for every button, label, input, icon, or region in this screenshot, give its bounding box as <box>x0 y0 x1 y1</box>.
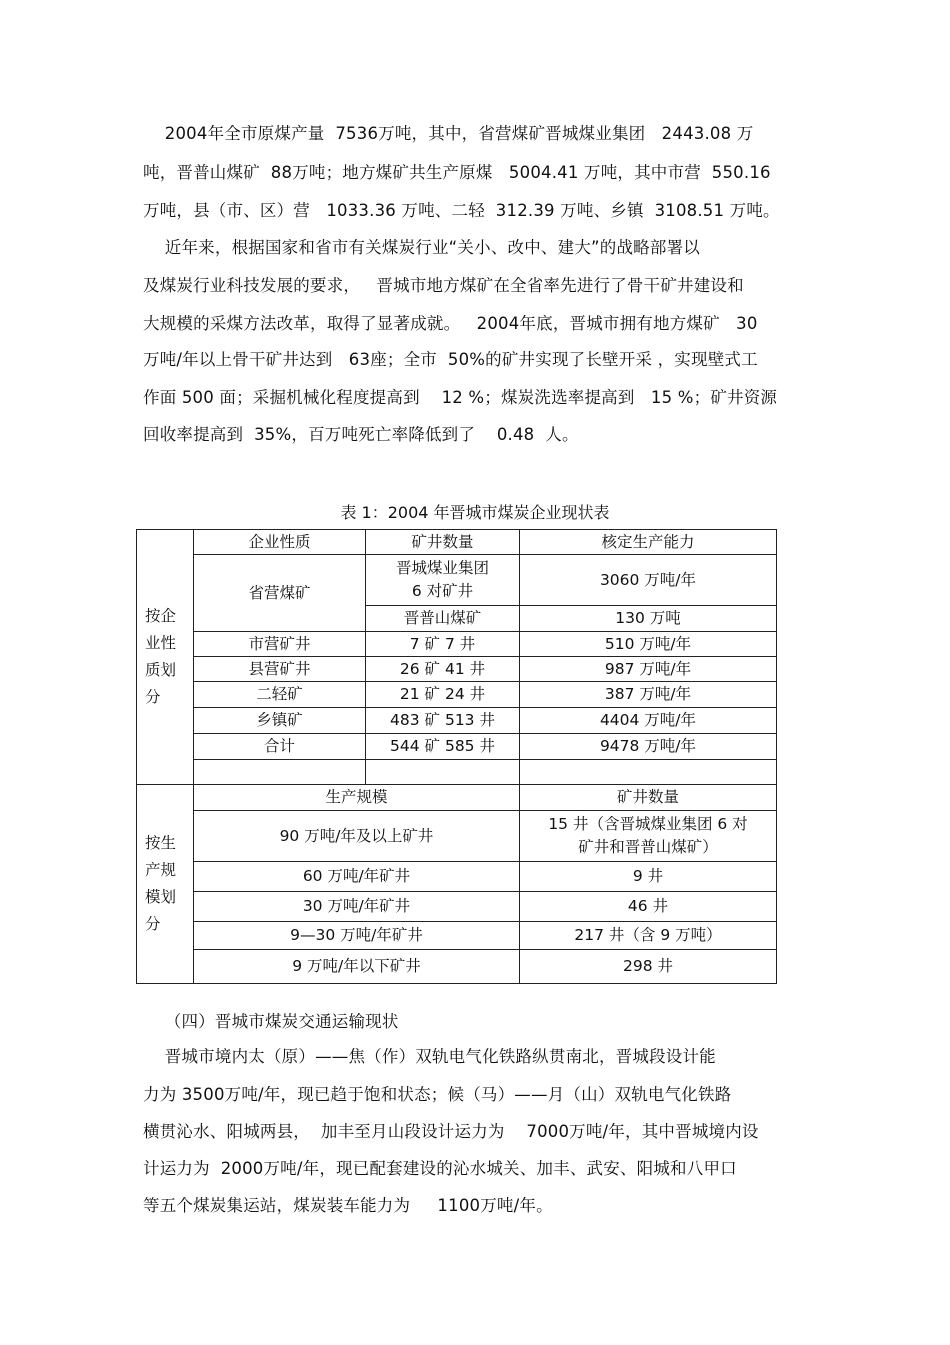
table-row <box>137 892 777 922</box>
table-cell: 9 井 <box>520 862 777 892</box>
header-cell: 矿井数量 <box>366 530 520 555</box>
text-line: 万吨/年以上骨干矿井达到 63座；全市 50%的矿井实现了长壁开采 ，实现壁式工 <box>143 350 758 369</box>
table-cell: 晋普山煤矿 <box>366 606 520 632</box>
table-row <box>137 862 777 892</box>
table-row <box>137 811 777 862</box>
text-line: 横贯沁水、阳城两县， 加丰至月山段设计运力为 7000万吨/年，其中晋城境内设 <box>143 1122 759 1141</box>
table-cell <box>520 760 777 785</box>
table-cell: 90 万吨/年及以上矿井 <box>194 811 520 862</box>
table-cell: 483 矿 513 井 <box>366 708 520 734</box>
table-cell: 510 万吨/年 <box>520 632 777 657</box>
table-cell <box>366 760 520 785</box>
text-line: 吨，晋普山煤矿 88万吨；地方煤矿共生产原煤 5004.41 万吨，其中市营 550.16 <box>143 163 771 182</box>
table-header-row <box>137 785 777 811</box>
table-cell: 298 井 <box>520 950 777 984</box>
text-line: 回收率提高到 35%，百万吨死亡率降低到了 0.48 人。 <box>143 425 579 444</box>
table-cell: 21 矿 24 井 <box>366 682 520 708</box>
table-cell: 9 万吨/年以下矿井 <box>194 950 520 984</box>
table-cell: 60 万吨/年矿井 <box>194 862 520 892</box>
table-row <box>137 760 777 785</box>
table-cell: 7 矿 7 井 <box>366 632 520 657</box>
table-cell: 46 井 <box>520 892 777 922</box>
header-cell: 生产规模 <box>194 785 520 811</box>
table-cell: 晋城煤业集团 6 对矿井 <box>366 555 520 606</box>
header-cell: 核定生产能力 <box>520 530 777 555</box>
section-heading: （四）晋城市煤炭交通运输现状 <box>143 1012 399 1031</box>
table-cell: 合计 <box>194 734 366 760</box>
text-line: 作面 500 面；采掘机械化程度提高到 12 %；煤炭洗选率提高到 15 %；矿井资源 <box>143 388 778 407</box>
text-line: 万吨，县（市、区）营 1033.36 万吨、二轻 312.39 万吨、乡镇 3108.51 万吨。 <box>143 201 780 220</box>
table-cell: 二轻矿 <box>194 682 366 708</box>
table-cell: 130 万吨 <box>520 606 777 632</box>
table-row <box>137 734 777 760</box>
table-cell: 217 井（含 9 万吨） <box>520 922 777 950</box>
table-row <box>137 682 777 708</box>
table-row <box>137 555 777 606</box>
table-cell: 4404 万吨/年 <box>520 708 777 734</box>
table-row <box>137 632 777 657</box>
table-cell: 省营煤矿 <box>194 555 366 632</box>
coal-enterprise-table <box>136 529 777 984</box>
text-line: 2004年全市原煤产量 7536万吨，其中，省营煤矿晋城煤业集团 2443.08 万 <box>143 124 754 143</box>
text-line: 晋城市境内太（原）——焦（作）双轨电气化铁路纵贯南北，晋城段设计能 <box>143 1047 716 1066</box>
text-line: 近年来，根据国家和省市有关煤炭行业“关小、改中、建大”的战略部署以 <box>143 238 700 257</box>
table-cell: 9—30 万吨/年矿井 <box>194 922 520 950</box>
header-cell: 企业性质 <box>194 530 366 555</box>
table-row <box>137 922 777 950</box>
text-line: 计运力为 2000万吨/年，现已配套建设的沁水城关、加丰、武安、阳城和八甲口 <box>143 1159 737 1178</box>
group-label-production-scale: 按生 产规 模划 分 <box>137 785 194 984</box>
table-cell: 市营矿井 <box>194 632 366 657</box>
table-cell: 26 矿 41 井 <box>366 657 520 682</box>
table-cell <box>194 760 366 785</box>
table-row <box>137 950 777 984</box>
table-cell: 乡镇矿 <box>194 708 366 734</box>
table-cell: 544 矿 585 井 <box>366 734 520 760</box>
table-row <box>137 657 777 682</box>
text-line: 等五个煤炭集运站，煤炭装车能力为 1100万吨/年。 <box>143 1196 553 1215</box>
table-row <box>137 708 777 734</box>
table-caption: 表 1：2004 年晋城市煤炭企业现状表 <box>340 503 610 522</box>
text-line: 及煤炭行业科技发展的要求， 晋城市地方煤矿在全省率先进行了骨干矿井建设和 <box>143 276 744 295</box>
table-cell: 9478 万吨/年 <box>520 734 777 760</box>
group-label-enterprise-type: 按企 业性 质划 分 <box>137 530 194 785</box>
table-header-row <box>137 530 777 555</box>
header-cell: 矿井数量 <box>520 785 777 811</box>
table-cell: 387 万吨/年 <box>520 682 777 708</box>
table-cell: 15 井（含晋城煤业集团 6 对 矿井和晋普山煤矿） <box>520 811 777 862</box>
table-cell: 30 万吨/年矿井 <box>194 892 520 922</box>
table-cell: 县营矿井 <box>194 657 366 682</box>
table-cell: 987 万吨/年 <box>520 657 777 682</box>
text-line: 大规模的采煤方法改革，取得了显著成就。 2004年底，晋城市拥有地方煤矿 30 <box>143 314 758 333</box>
table-cell: 3060 万吨/年 <box>520 555 777 606</box>
text-line: 力为 3500万吨/年，现已趋于饱和状态；候（马）——月（山）双轨电气化铁路 <box>143 1085 732 1104</box>
